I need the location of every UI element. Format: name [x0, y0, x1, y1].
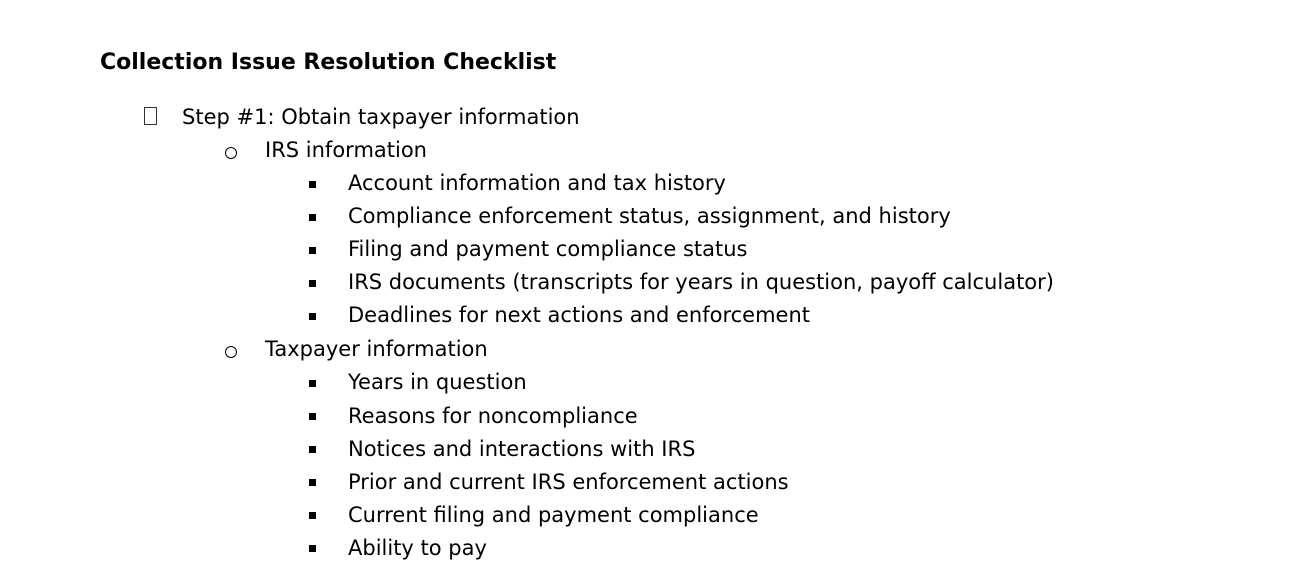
square-bullet-icon [309, 247, 316, 254]
step-checkbox[interactable] [144, 107, 157, 125]
page-title: Collection Issue Resolution Checklist [100, 50, 557, 75]
list-item: Filing and payment compliance status [348, 237, 748, 261]
circle-bullet-icon [225, 147, 237, 159]
square-bullet-icon [309, 280, 316, 287]
list-item: Account information and tax history [348, 171, 726, 195]
step-label: Step #1: Obtain taxpayer information [182, 105, 580, 129]
list-item: Current filing and payment compliance [348, 503, 759, 527]
square-bullet-icon [309, 214, 316, 221]
list-item: Deadlines for next actions and enforcement [348, 303, 811, 327]
square-bullet-icon [309, 545, 316, 552]
group-label-irs-information: IRS information [265, 138, 427, 162]
list-item: Years in question [348, 370, 527, 394]
list-item: Notices and interactions with IRS [348, 437, 696, 461]
square-bullet-icon [309, 479, 316, 486]
list-item: IRS documents (transcripts for years in question, payoff calculator) [348, 270, 1054, 294]
circle-bullet-icon [225, 346, 237, 358]
square-bullet-icon [309, 181, 316, 188]
list-item: Compliance enforcement status, assignment, and history [348, 204, 951, 228]
list-item: Prior and current IRS enforcement actions [348, 470, 789, 494]
group-label-taxpayer-information: Taxpayer information [265, 337, 488, 361]
list-item: Reasons for noncompliance [348, 404, 638, 428]
square-bullet-icon [309, 413, 316, 420]
square-bullet-icon [309, 446, 316, 453]
square-bullet-icon [309, 380, 316, 387]
list-item: Ability to pay [348, 536, 487, 560]
square-bullet-icon [309, 313, 316, 320]
square-bullet-icon [309, 512, 316, 519]
